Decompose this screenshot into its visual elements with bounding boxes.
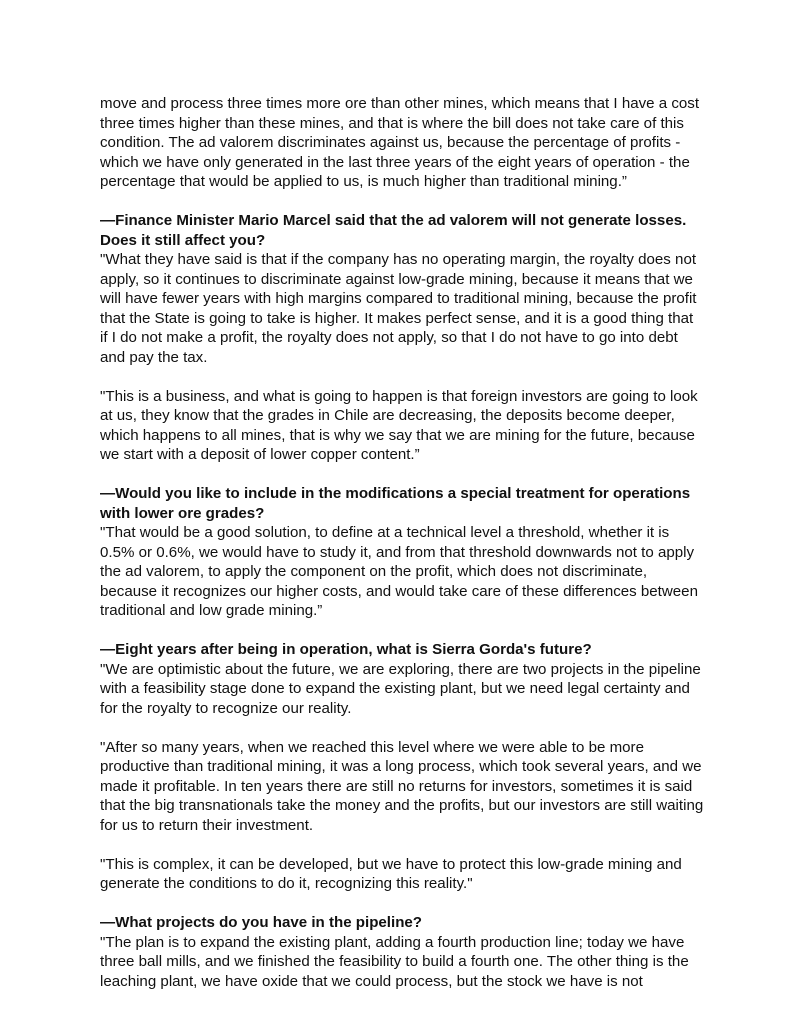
answer-paragraph: "The plan is to expand the existing plant, adding a fourth production line; today we have three ball mills, and we finished the feasibility to build a fourth one. The other thing is the leaching plant, we have oxide that we could process, but the stock we have is not (100, 933, 689, 990)
question-heading: —What projects do you have in the pipeline? (100, 914, 423, 931)
document-page (100, 94, 704, 991)
answer-paragraph: "We are optimistic about the future, we are exploring, there are two projects in the pipeline with a feasibility stage done to expand the existing plant, but we need legal certainty and for the royalty to recognize our reality. (100, 660, 701, 717)
answer-paragraph: "What they have said is that if the company has no operating margin, the royalty does not apply, so it continues to discriminate against low-grade mining, because it means that we will have fewer years with high margins compared to traditional mining, because the profit that the State is going to take is higher. It makes perfect sense, and it is a good thing that if I do not make a profit, the royalty does not apply, so that I do not have to go into debt and pay the tax. (100, 251, 697, 366)
answer-paragraph: move and process three times more ore than other mines, which means that I have a cost three times higher than these mines, and that is where the bill does not take care of this condition. The ad valorem discriminates against us, because the percentage of profits - which we have only generated in the last three years of the eight years of operation - the percentage that would be applied to us, is much higher than traditional mining.” (100, 95, 700, 190)
answer-paragraph: "That would be a good solution, to define at a technical level a threshold, whether it is 0.5% or 0.6%, we would have to study it, and from that threshold downwards not to apply the ad valorem, to apply the component on the profit, which does not discriminate, because it recognizes our higher costs, and would take care of these differences between traditional and low grade mining.” (100, 524, 698, 619)
question-heading: —Eight years after being in operation, what is Sierra Gorda's future? (100, 641, 592, 658)
answer-paragraph: "After so many years, when we reached this level where we were able to be more productive than traditional mining, it was a long process, which took several years, and we made it profitable. In ten years there are still no returns for investors, sometimes it is said that the big transnationals take the money and the profits, but our investors are still waiting for us to return their investment. (100, 738, 704, 834)
question-heading: —Would you like to include in the modifications a special treatment for operations with lower ore grades? (100, 485, 691, 522)
answer-paragraph: "This is complex, it can be developed, but we have to protect this low-grade mining and generate the conditions to do it, recognizing this reality." (100, 855, 682, 892)
answer-paragraph: "This is a business, and what is going to happen is that foreign investors are going to look at us, they know that the grades in Chile are decreasing, the deposits become deeper, which happens to all mines, that is why we say that we are mining for the future, because we start with a deposit of lower copper content.” (100, 387, 698, 463)
question-heading: —Finance Minister Mario Marcel said that the ad valorem will not generate losses. Does it still affect you? (100, 212, 687, 249)
